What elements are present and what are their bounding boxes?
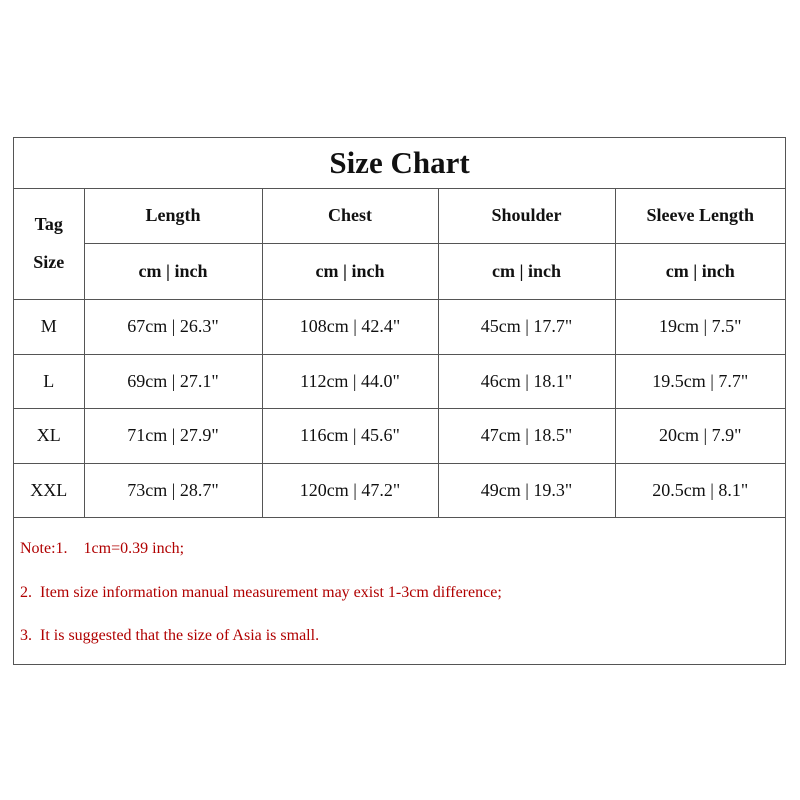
chart-title: Size Chart xyxy=(14,138,785,189)
shoulder-cell: 47cm | 18.5" xyxy=(438,408,615,463)
note-2: 2. Item size information manual measurement may exist 1-3cm difference; xyxy=(20,584,502,601)
note-3: 3. It is suggested that the size of Asia is small. xyxy=(20,627,320,644)
length-cell: 73cm | 28.7" xyxy=(84,463,262,517)
unit-label: cm | inch xyxy=(615,243,785,299)
unit-row xyxy=(14,243,785,299)
length-cell: 69cm | 27.1" xyxy=(84,354,262,408)
size-cell: XL xyxy=(14,408,84,463)
table-row xyxy=(14,463,785,517)
length-cell: 67cm | 26.3" xyxy=(84,299,262,354)
chest-cell: 116cm | 45.6" xyxy=(262,408,438,463)
note-1: Note:1. 1cm=0.39 inch; xyxy=(20,540,185,557)
unit-label: cm | inch xyxy=(84,243,262,299)
table-row xyxy=(14,299,785,354)
chest-cell: 108cm | 42.4" xyxy=(262,299,438,354)
size-cell: M xyxy=(14,299,84,354)
size-cell: L xyxy=(14,354,84,408)
shoulder-cell: 46cm | 18.1" xyxy=(438,354,615,408)
shoulder-cell: 49cm | 19.3" xyxy=(438,463,615,517)
size-cell: XXL xyxy=(14,463,84,517)
column-header-chest: Chest xyxy=(262,188,438,243)
column-header-sleeve-length: Sleeve Length xyxy=(615,188,785,243)
tag-size-header xyxy=(14,188,84,299)
unit-label: cm | inch xyxy=(438,243,615,299)
unit-label: cm | inch xyxy=(262,243,438,299)
chest-cell: 120cm | 47.2" xyxy=(262,463,438,517)
sleeve-length-cell: 19.5cm | 7.7" xyxy=(615,354,785,408)
chest-cell: 112cm | 44.0" xyxy=(262,354,438,408)
shoulder-cell: 45cm | 17.7" xyxy=(438,299,615,354)
size-chart-frame xyxy=(13,137,786,665)
tag-label: Tag xyxy=(34,214,63,235)
table-row xyxy=(14,354,785,408)
length-cell: 71cm | 27.9" xyxy=(84,408,262,463)
size-table xyxy=(14,188,785,518)
sleeve-length-cell: 20cm | 7.9" xyxy=(615,408,785,463)
size-label: Size xyxy=(33,252,65,273)
table-row xyxy=(14,408,785,463)
column-header-shoulder: Shoulder xyxy=(438,188,615,243)
column-header-length: Length xyxy=(84,188,262,243)
sleeve-length-cell: 19cm | 7.5" xyxy=(615,299,785,354)
header-row xyxy=(14,188,785,243)
sleeve-length-cell: 20.5cm | 8.1" xyxy=(615,463,785,517)
